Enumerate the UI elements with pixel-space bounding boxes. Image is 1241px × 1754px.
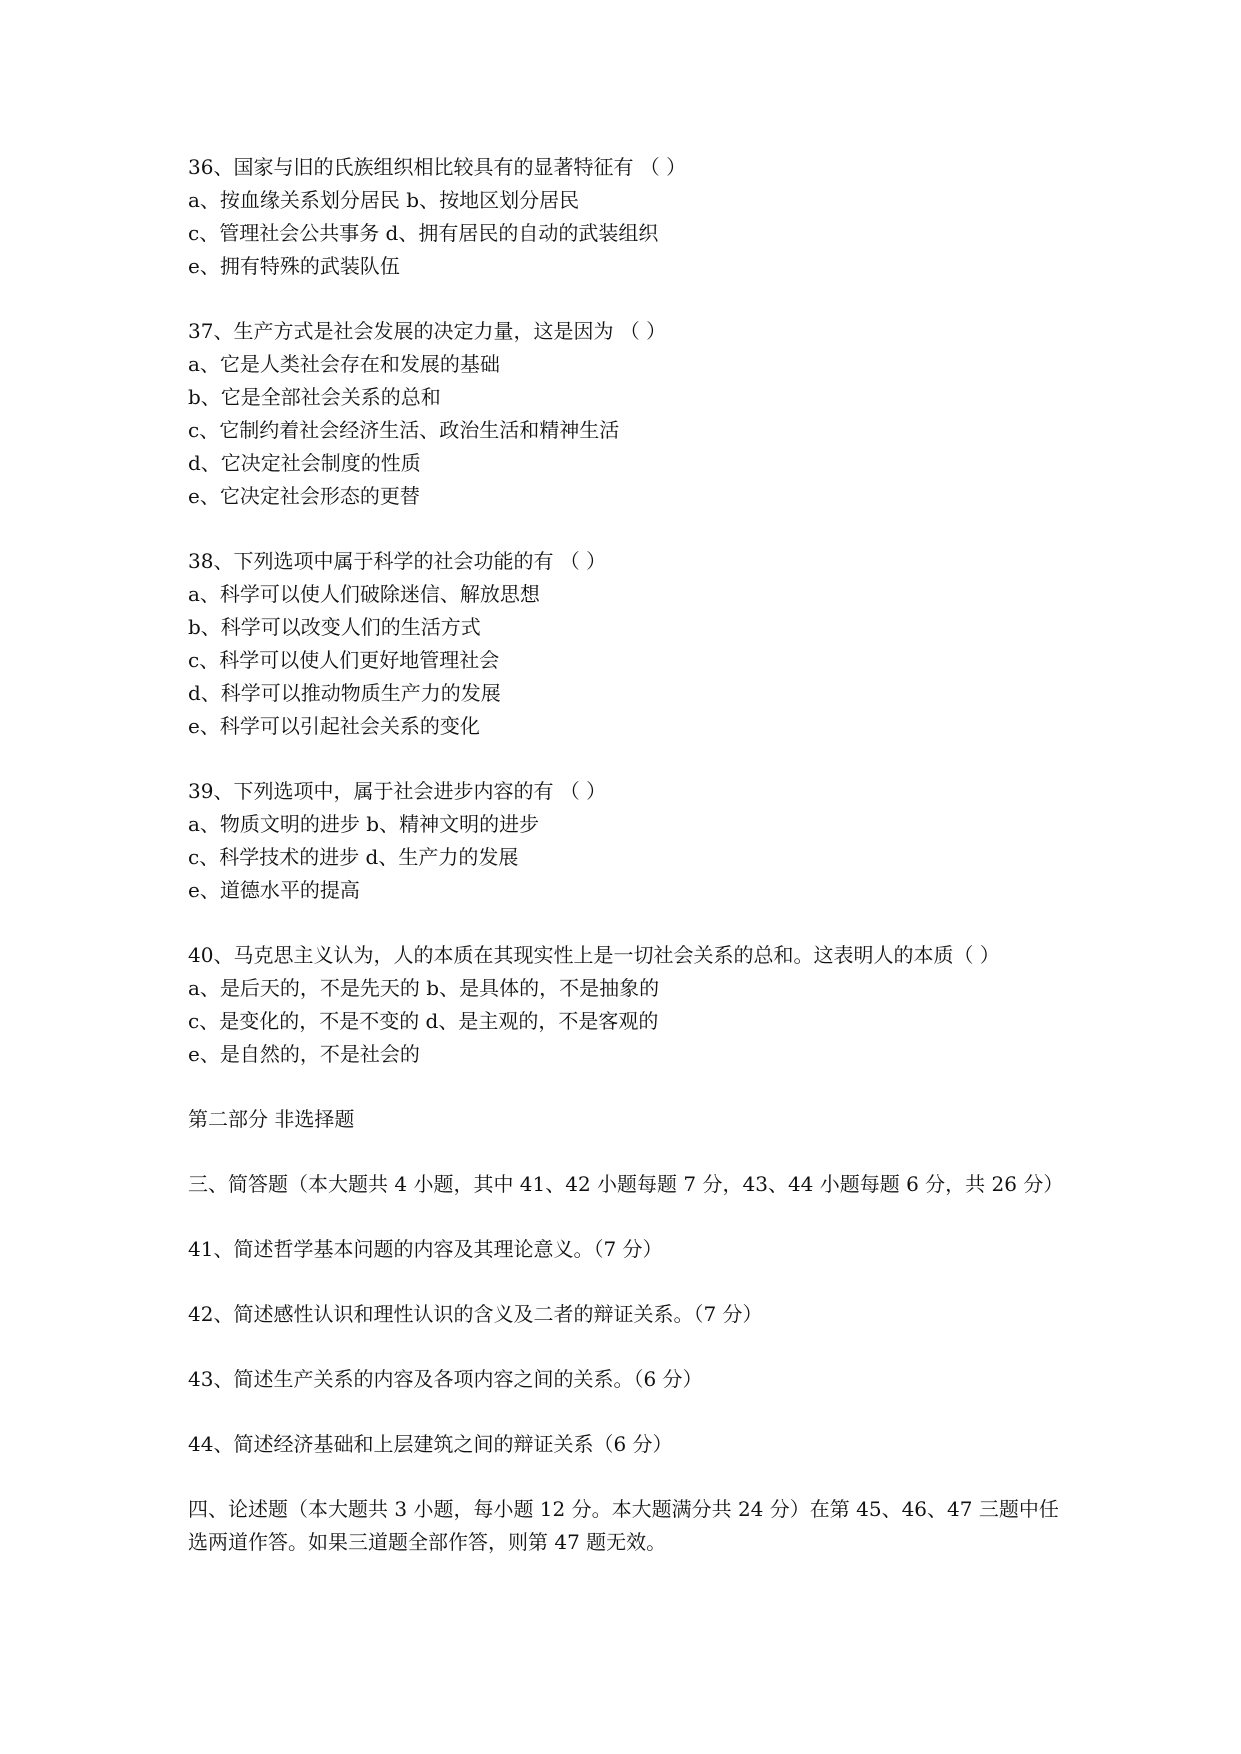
- question-option: b、它是全部社会关系的总和: [188, 385, 441, 409]
- question-option: c、是变化的，不是不变的 d、是主观的，不是客观的: [188, 1009, 659, 1033]
- spacer: [188, 283, 1088, 315]
- spacer: [188, 1136, 1088, 1168]
- question-stem: 39、下列选项中，属于社会进步内容的有 （ ）: [188, 779, 607, 803]
- spacer: [188, 1461, 1088, 1493]
- short-answer-question-41: 41、简述哲学基本问题的内容及其理论意义。（7 分）: [188, 1237, 663, 1261]
- section-4-heading: 四、论述题（本大题共 3 小题，每小题 12 分。本大题满分共 24 分）在第 45、46、47 三题中任选两道作答。如果三道题全部作答，则第 47 题无效。: [188, 1497, 1059, 1554]
- question-option: e、道德水平的提高: [188, 878, 360, 902]
- spacer: [188, 743, 1088, 775]
- short-answer-question-44: 44、简述经济基础和上层建筑之间的辩证关系（6 分）: [188, 1432, 673, 1456]
- question-option: c、科学可以使人们更好地管理社会: [188, 648, 500, 672]
- short-answer-question-42: 42、简述感性认识和理性认识的含义及二者的辩证关系。（7 分）: [188, 1302, 763, 1326]
- question-stem: 40、马克思主义认为，人的本质在其现实性上是一切社会关系的总和。这表明人的本质（ ）: [188, 943, 1000, 967]
- question-option: c、它制约着社会经济生活、政治生活和精神生活: [188, 418, 620, 442]
- spacer: [188, 1266, 1088, 1298]
- question-option: a、物质文明的进步 b、精神文明的进步: [188, 812, 540, 836]
- question-option: d、科学可以推动物质生产力的发展: [188, 681, 501, 705]
- question-option: e、是自然的，不是社会的: [188, 1042, 420, 1066]
- question-option: c、管理社会公共事务 d、拥有居民的自动的武装组织: [188, 221, 659, 245]
- spacer: [188, 1071, 1088, 1103]
- question-option: a、它是人类社会存在和发展的基础: [188, 352, 500, 376]
- question-option: a、按血缘关系划分居民 b、按地区划分居民: [188, 188, 580, 212]
- question-option: d、它决定社会制度的性质: [188, 451, 421, 475]
- question-stem: 36、国家与旧的氏族组织相比较具有的显著特征有 （ ）: [188, 155, 687, 179]
- spacer: [188, 513, 1088, 545]
- question-36: [188, 151, 1088, 283]
- question-stem: 38、下列选项中属于科学的社会功能的有 （ ）: [188, 549, 607, 573]
- question-40: [188, 939, 1088, 1071]
- short-answer-question-43: 43、简述生产关系的内容及各项内容之间的关系。（6 分）: [188, 1367, 703, 1391]
- question-option: e、拥有特殊的武装队伍: [188, 254, 400, 278]
- document-page: [188, 151, 1088, 1559]
- question-option: a、科学可以使人们破除迷信、解放思想: [188, 582, 540, 606]
- spacer: [188, 1331, 1088, 1363]
- question-37: [188, 315, 1088, 513]
- question-option: a、是后天的，不是先天的 b、是具体的，不是抽象的: [188, 976, 660, 1000]
- question-option: c、科学技术的进步 d、生产力的发展: [188, 845, 519, 869]
- part-two-title: 第二部分 非选择题: [188, 1107, 355, 1131]
- question-stem: 37、生产方式是社会发展的决定力量，这是因为 （ ）: [188, 319, 667, 343]
- question-option: e、它决定社会形态的更替: [188, 484, 420, 508]
- spacer: [188, 907, 1088, 939]
- spacer: [188, 1201, 1088, 1233]
- question-option: e、科学可以引起社会关系的变化: [188, 714, 480, 738]
- question-38: [188, 545, 1088, 743]
- question-39: [188, 775, 1088, 907]
- question-option: b、科学可以改变人们的生活方式: [188, 615, 481, 639]
- spacer: [188, 1396, 1088, 1428]
- section-3-heading: 三、简答题（本大题共 4 小题，其中 41、42 小题每题 7 分，43、44 小题每题 6 分，共 26 分）: [188, 1172, 1064, 1196]
